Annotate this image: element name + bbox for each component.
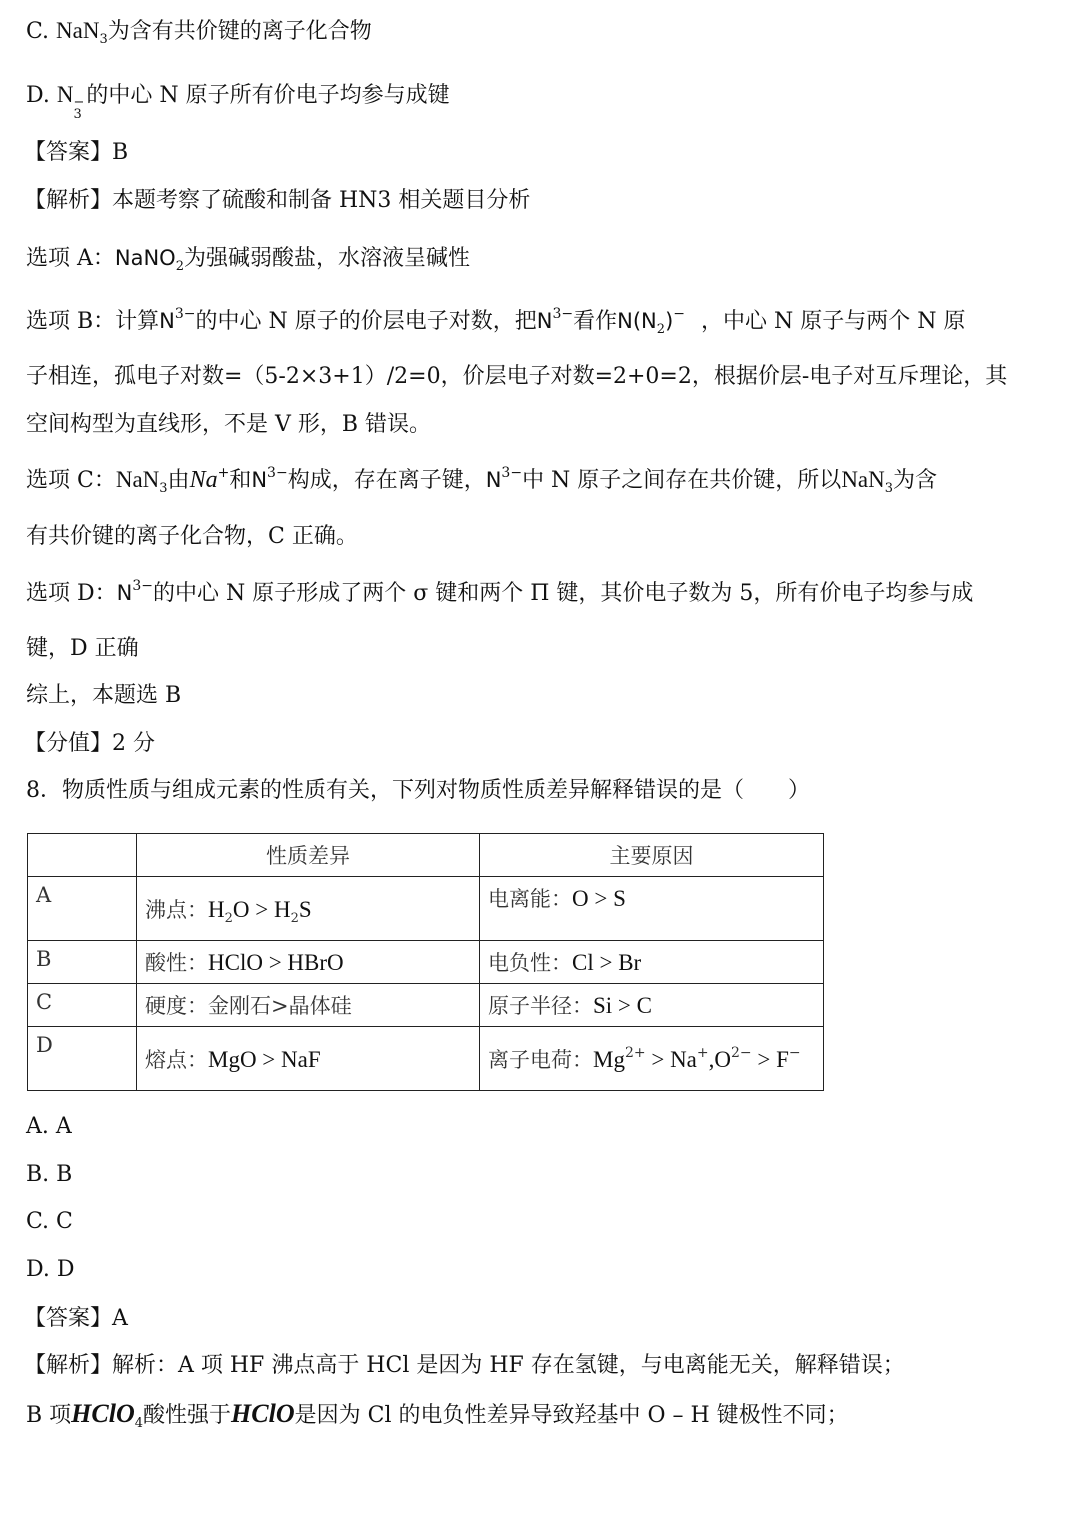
formula: > F (751, 1046, 789, 1072)
formula: Si > C (593, 993, 652, 1018)
reason-cell (480, 1027, 824, 1091)
text: 为含 (893, 468, 938, 493)
property-cell (137, 877, 480, 941)
choice-d: D. D (26, 1257, 75, 1282)
row-label: B (28, 941, 137, 984)
superscript: 3− (267, 465, 288, 481)
property-cell (137, 1027, 480, 1091)
formula: > Na (645, 1046, 697, 1072)
text: 构成，存在离子键， (287, 468, 486, 493)
analysis-c (26, 465, 937, 496)
reason-cell (480, 941, 824, 984)
text: 中 N 原子之间存在共价键，所以 (522, 468, 842, 493)
subscript: 3 (159, 481, 168, 496)
row-label: C (28, 984, 137, 1027)
analysis-d (26, 578, 973, 609)
text: 由 (167, 468, 190, 493)
text: 选项 B：计算 (26, 309, 160, 334)
superscript: + (217, 465, 230, 481)
subscript: 3 (99, 32, 108, 47)
analysis-heading: 【解析】本题考察了硫酸和制备 HN3 相关题目分析 (24, 188, 531, 213)
formula: N (251, 468, 268, 492)
table-row (28, 941, 824, 984)
formula: ) (665, 309, 674, 333)
formula: N (116, 581, 133, 605)
formula: N (536, 309, 553, 333)
formula: HClO > HBrO (208, 950, 344, 975)
text: 为强碱弱酸盐，水溶液呈碱性 (184, 246, 471, 271)
subscript: 3 (884, 481, 894, 496)
text: 选项 A： (26, 246, 115, 271)
row-label: A (28, 877, 137, 941)
formula: N (485, 468, 502, 492)
cell-label: 离子电荷： (488, 1047, 593, 1072)
table-row (28, 984, 824, 1027)
cell-label: 原子半径： (488, 994, 593, 1018)
formula: NaNO (114, 246, 176, 270)
superscript: 3− (174, 306, 196, 322)
formula: Na (189, 467, 218, 493)
comparison-table (27, 833, 824, 1091)
subscript: 4 (134, 1416, 144, 1431)
formula: Mg (593, 1046, 625, 1072)
formula: NaN (56, 18, 100, 43)
formula: MgO > NaF (208, 1046, 321, 1072)
cell-label: 熔点： (145, 1047, 208, 1072)
analysis-a (26, 243, 470, 274)
table-row (28, 1027, 824, 1091)
text: 看作 (573, 309, 618, 334)
cell-label: 沸点： (145, 897, 208, 922)
subscript: 3 (73, 107, 82, 122)
option-text: 为含有共价键的离子化合物 (107, 19, 372, 44)
text: 选项 C： (26, 468, 116, 493)
formula: N(N (617, 309, 657, 333)
question-8: 8．物质性质与组成元素的性质有关，下列对物质性质差异解释错误的是（ ） (26, 778, 810, 803)
analysis-heading-2: 【解析】解析：A 项 HF 沸点高于 HCl 是因为 HF 存在氢键，与电离能无关，解释错误； (24, 1353, 905, 1378)
superscript: 2− (731, 1044, 752, 1061)
superscript: + (696, 1044, 709, 1061)
text: 的中心 N 原子形成了两个 σ 键和两个 Π 键，其价电子数为 5，所有价电子均参与成 (153, 581, 974, 606)
formula: NaN (841, 467, 885, 492)
option-c-line (26, 16, 372, 47)
text: 是因为 Cl 的电负性差异导致羟基中 O – H 键极性不同； (294, 1403, 849, 1428)
analysis-c-2: 有共价键的离子化合物，C 正确。 (26, 524, 358, 549)
formula: HClO (71, 1399, 135, 1428)
table-header-cell (28, 834, 137, 877)
subscript: 2 (175, 259, 184, 274)
score: 【分值】2 分 (24, 731, 155, 756)
text: ，中心 N 原子与两个 N 原 (701, 309, 966, 334)
text: 和 (229, 468, 252, 493)
property-cell: 硬度：金刚石>晶体硅 (137, 984, 480, 1027)
choice-c: C. C (26, 1209, 73, 1234)
analysis-b-3: 空间构型为直线形，不是 V 形，B 错误。 (26, 412, 432, 437)
subscript: 2 (656, 322, 666, 337)
summary: 综上，本题选 B (26, 683, 182, 708)
formula: ,O (708, 1046, 731, 1072)
formula: NaN (115, 467, 160, 492)
table-header-cell: 主要原因 (480, 834, 824, 877)
formula: O > S (572, 886, 626, 911)
superscript: 3− (132, 578, 153, 594)
option-d-line (26, 80, 450, 121)
superscript: 3− (501, 465, 523, 481)
text: 酸性强于 (143, 1403, 232, 1428)
table-row (28, 877, 824, 941)
answer-heading: 【答案】B (24, 140, 129, 165)
superscript: − (788, 1044, 801, 1061)
choice-a: A. A (26, 1114, 72, 1139)
formula: N (56, 82, 74, 107)
analysis-d-2: 键，D 正确 (26, 636, 139, 661)
analysis-b (26, 306, 965, 337)
superscript: − (73, 95, 85, 110)
text: 选项 D： (26, 581, 117, 606)
subscript: 2 (224, 910, 233, 926)
formula: HClO (231, 1399, 295, 1428)
superscript: 3− (552, 306, 574, 322)
choice-b: B. B (26, 1162, 73, 1187)
row-label: D (28, 1027, 137, 1091)
cell-label: 电离能： (488, 887, 572, 911)
subscript: 2 (290, 910, 299, 926)
formula: H (208, 896, 225, 922)
formula: N (159, 309, 175, 333)
text: 的中心 N 原子的价层电子对数，把 (195, 309, 537, 334)
cell-label: 酸性： (145, 951, 208, 975)
reason-cell (480, 984, 824, 1027)
analysis-b-2: 子相连，孤电子对数=（5-2×3+1）/2=0，价层电子对数=2+0=2，根据价层-电子对互斥理论，其 (26, 364, 1008, 389)
option-label: C. (26, 19, 50, 44)
formula: O > H (232, 896, 291, 922)
answer-heading-2: 【答案】A (24, 1306, 128, 1331)
formula: Cl > Br (572, 950, 642, 975)
formula: S (298, 896, 312, 922)
analysis-b-last (26, 1399, 849, 1431)
option-label: D. (26, 83, 50, 108)
table-header-cell: 性质差异 (137, 834, 480, 877)
table-header-row (28, 834, 824, 877)
cell-label: 电负性： (488, 951, 572, 975)
text: B 项 (26, 1403, 72, 1428)
superscript: − (673, 306, 685, 322)
reason-cell (480, 877, 824, 941)
option-text: 的中心 N 原子所有价电子均参与成键 (86, 83, 450, 108)
superscript: 2+ (624, 1044, 646, 1061)
property-cell (137, 941, 480, 984)
